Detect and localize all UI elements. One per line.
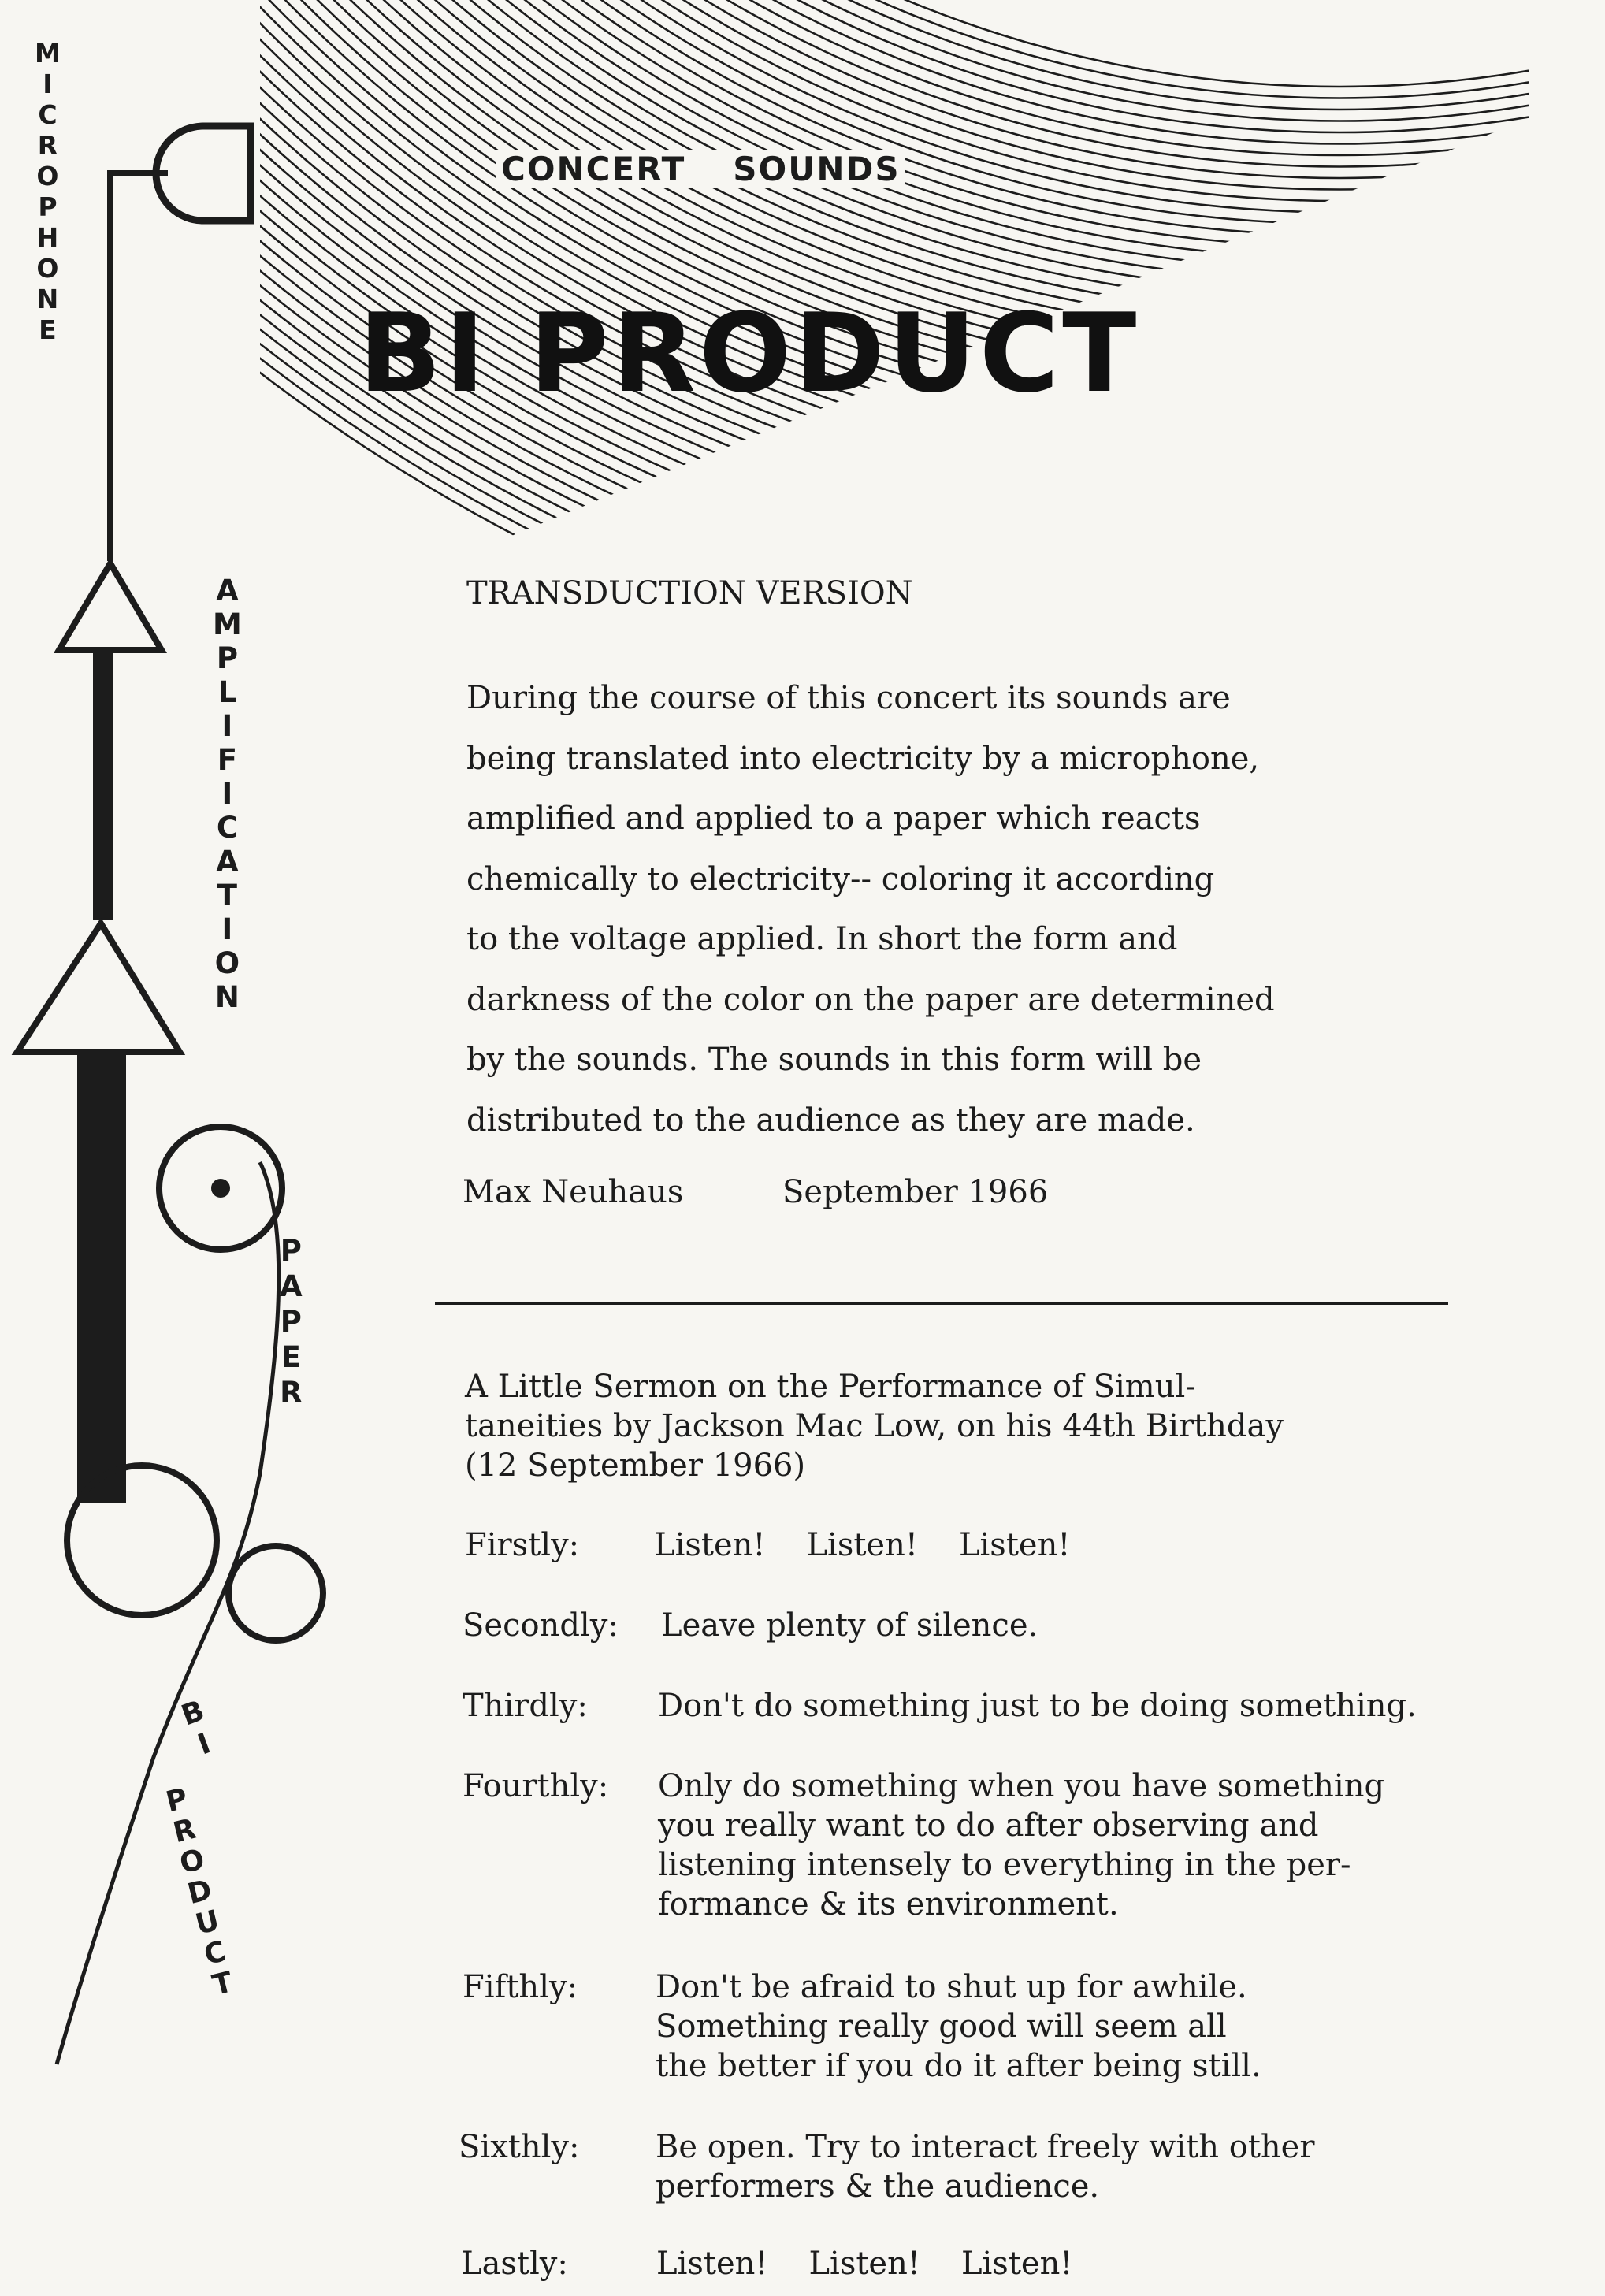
sound-wave-arc (30, 0, 1605, 269)
header-concert-sounds (496, 150, 905, 188)
label-letter: E (281, 1340, 301, 1374)
sermon-item-word: Listen! (656, 2246, 768, 2282)
amplifier-triangle-icon (17, 923, 180, 1052)
paragraph-line: to the voltage applied. In short the form and (466, 921, 1178, 957)
page-title: BI PRODUCT (359, 290, 1140, 417)
label-letter: P (280, 1234, 302, 1268)
label-letter: P (162, 1782, 191, 1819)
sermon-title-line: (12 September 1966) (465, 1447, 806, 1484)
label-letter: O (36, 161, 59, 191)
label-letter: A (216, 574, 239, 607)
label-letter: A (280, 1269, 303, 1303)
amplified-signal-bar (77, 1054, 126, 1503)
pinch-roller (228, 1546, 323, 1640)
sound-wave-arc (0, 0, 1605, 544)
sermon-item-label: Fifthly: (463, 1969, 578, 2005)
sermon-item-line: the better if you do it after being still. (656, 2048, 1261, 2084)
label-letter: A (216, 845, 239, 879)
microphone-cable (110, 173, 168, 561)
sermon-item-label: Firstly: (465, 1527, 580, 1563)
label-letter: N (36, 284, 59, 314)
paragraph-line: by the sounds. The sounds in this form will be (466, 1042, 1202, 1078)
paragraph-line: amplified and applied to a paper which reacts (466, 801, 1201, 837)
label-paper (280, 1233, 303, 1410)
label-letter: P (280, 1305, 302, 1339)
sermon-item-line: Don't be afraid to shut up for awhile. (656, 1969, 1247, 2005)
header-word-concert: CONCERT (501, 150, 686, 188)
sermon-item-line: performers & the audience. (656, 2168, 1100, 2205)
sermon-item-word: Listen! (958, 1527, 1071, 1563)
transduction-paragraph (466, 668, 1412, 1150)
label-letter: C (38, 99, 58, 130)
sermon-item-text (661, 1606, 1038, 1645)
signal-chain-diagram (17, 126, 323, 2064)
section-divider (435, 1302, 1448, 1305)
header-word-sounds: SOUNDS (733, 150, 901, 188)
sermon-item-text (656, 2127, 1314, 2206)
sermon-item-word: Listen! (654, 1527, 766, 1563)
sermon-title-line: taneities by Jackson Mac Low, on his 44th Birthday (465, 1408, 1284, 1444)
sermon-item-text (658, 1767, 1384, 1924)
label-letter: N (214, 980, 240, 1014)
label-letter: I (43, 69, 53, 99)
label-letter: E (39, 314, 57, 345)
section-heading-transduction: TRANSDUCTION VERSION (466, 575, 913, 611)
label-letter: M (213, 607, 242, 641)
label-letter: R (280, 1376, 303, 1410)
roller-axle (211, 1179, 230, 1198)
signature-date: September 1966 (782, 1174, 1049, 1210)
paragraph-line: distributed to the audience as they are made. (466, 1102, 1195, 1139)
label-letter: T (217, 879, 238, 912)
sermon-item-label: Secondly: (463, 1607, 619, 1644)
sermon-item-text (654, 1525, 1111, 1565)
sound-wave-arc (0, 0, 1605, 498)
label-letter: R (37, 130, 58, 161)
sermon-item-line: Only do something when you have something (658, 1768, 1385, 1804)
label-letter: I (221, 777, 233, 811)
sermon-item-line: listening intensely to everything in the per- (658, 1847, 1351, 1883)
sermon-item-text (658, 1686, 1417, 1726)
sermon-item-text (656, 2244, 1113, 2283)
sermon-item-label: Lastly: (461, 2246, 568, 2282)
label-microphone (35, 38, 61, 345)
signature-author: Max Neuhaus (463, 1174, 684, 1210)
sermon-item-line: Don't do something just to be doing something. (658, 1688, 1417, 1724)
label-letter: O (36, 253, 59, 284)
sound-wave-arc (53, 0, 1605, 247)
amplifier-triangle-icon (59, 563, 162, 650)
label-letter: O (176, 1843, 208, 1881)
label-letter: H (36, 222, 59, 253)
label-amplification (213, 574, 242, 1014)
sermon-item-line: Something really good will seem all (656, 2008, 1227, 2045)
label-letter: F (217, 743, 238, 777)
sermon-item-text (656, 1967, 1261, 2086)
sermon-item-word: Listen! (806, 1527, 918, 1563)
sermon-item-line: formance & its environment. (658, 1886, 1119, 1923)
label-letter: C (216, 811, 238, 845)
paragraph-line: chemically to electricity-- coloring it according (466, 860, 1215, 897)
label-letter: I (221, 912, 233, 946)
paragraph-line: darkness of the color on the paper are determined (466, 981, 1275, 1018)
sermon-item-line: Leave plenty of silence. (661, 1607, 1038, 1644)
sermon-title (465, 1367, 1410, 1485)
label-letter: T (209, 1966, 236, 2002)
label-letter: C (201, 1935, 229, 1972)
label-letter: P (216, 641, 238, 675)
sermon-item-line: you really want to do after observing and (658, 1807, 1319, 1844)
label-letter: L (217, 675, 237, 709)
paragraph-line: being translated into electricity by a microphone, (466, 740, 1260, 777)
sermon-item-word: Listen! (960, 2246, 1073, 2282)
sermon-item-label: Fourthly: (463, 1768, 609, 1804)
paragraph-line: During the course of this concert its sounds are (466, 680, 1231, 716)
drum-roller (67, 1466, 217, 1615)
sermon-item-label: Thirdly: (463, 1688, 588, 1724)
sermon-item-word: Listen! (808, 2246, 920, 2282)
sermon-title-line: A Little Sermon on the Performance of Simul- (465, 1369, 1196, 1405)
label-letter: P (38, 191, 58, 222)
microphone-icon (156, 126, 251, 221)
label-letter: R (169, 1812, 199, 1850)
label-letter: B (177, 1694, 209, 1733)
label-letter: O (214, 946, 240, 980)
label-letter: M (35, 38, 61, 69)
label-letter: I (193, 1727, 215, 1762)
label-letter: U (192, 1904, 223, 1941)
label-letter: I (221, 709, 233, 743)
sermon-item-line: Be open. Try to interact freely with other (656, 2129, 1315, 2165)
sound-wave-arc (0, 0, 1605, 567)
sermon-item-label: Sixthly: (459, 2129, 580, 2165)
sound-wave-arc (19, 0, 1605, 281)
amplified-signal-bar (93, 652, 113, 920)
label-letter: D (184, 1874, 216, 1911)
